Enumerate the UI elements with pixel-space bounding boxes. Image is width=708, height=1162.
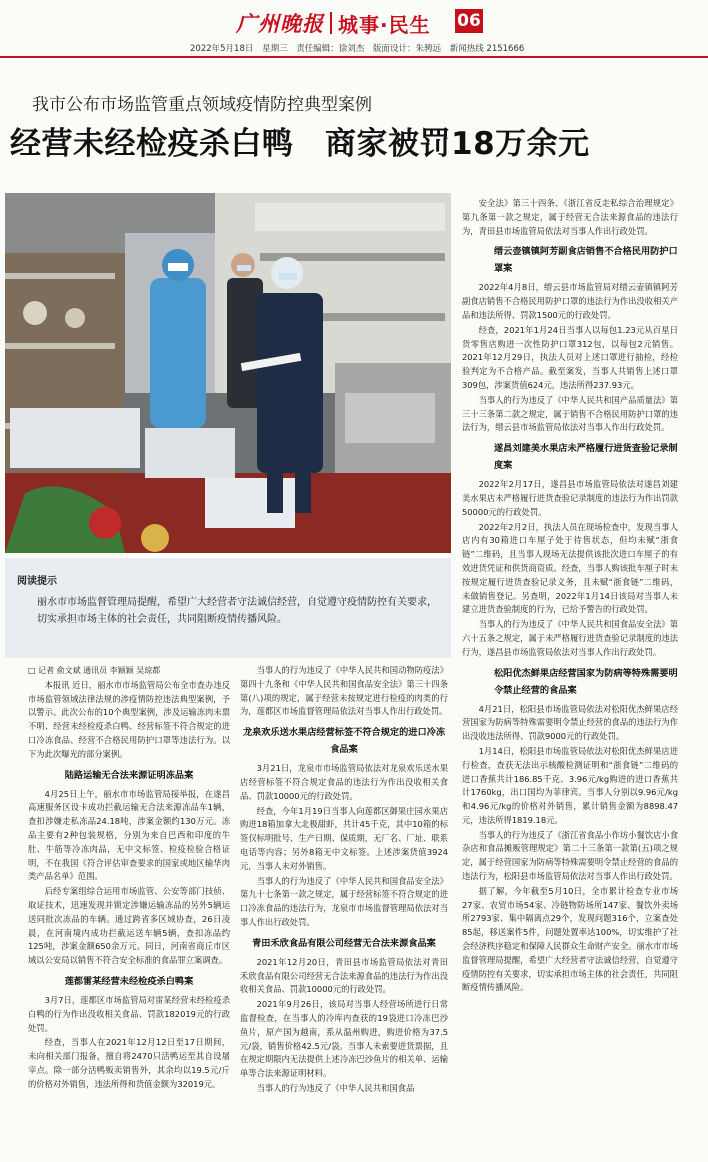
article-paragraph: 3月21日，龙泉市市场监管局依法对龙泉欢乐送水果店经营标签不符合规定食品的违法行为作出没收相关食品、罚款10000元的行政处罚。 xyxy=(240,763,448,801)
article-paragraph: 本报讯 近日，丽水市市场监管局公布全市查办违反市场监管领域法律法规的涉疫情防控违法典型案例，予以警示。此次公布的10个典型案例，涉及运输冻肉未票不明、经营未经检疫杀白鸭、经营标签不符合规定的进口冷冻食品、经营不合格民用防护口罩等违法行为。以下为此次曝光的部分案例。 xyxy=(28,679,230,759)
article-headline: 经营未经检疫杀白鸭 商家被罚18万余元 xyxy=(10,126,590,162)
article-paragraph: 当事人的行为违反了《中华人民共和国食品安全法》第六十五条之规定，属于未严格履行进货查验记录制度的违法行为，遂昌县市场监管局依法对当事人作出行政处罚。 xyxy=(462,619,678,657)
designer-credit: 版面设计：朱骋远 xyxy=(373,44,442,54)
article-paragraph: 经查，2021年1月24日当事人以每包1.23元从百星日货零售店购进一次性防护口罩312包，以每包2元销售。2021年12月29日，执法人员对上述口罩进行抽检，经检验判定为不合格产品。截至案发，当事人共销售上述口罩309包，涉案货值624元，违法所得237.93元。 xyxy=(462,324,678,390)
masthead-divider xyxy=(330,12,332,34)
page-number-badge: 06 xyxy=(455,9,483,33)
article-paragraph: 当事人的行为违反了《中华人民共和国食品 xyxy=(256,1082,415,1093)
column-3-body xyxy=(462,197,678,995)
article-paragraph: 后经专案组综合运用市场监管、公安等部门技侦、取证技术，迅速发现并锁定涉嫌运输冻品的另外5辆运送同批次冻品的车辆。通过跨省多区域协查，26日凌晨，在河南境内成功拦截运送车辆5辆，查扣冻品约125吨，涉案金额650余万元。同日，河南省商丘市区域以公安局以销售不符合安全标准的食品罪立案调查。 xyxy=(28,886,230,966)
article-byline: □ 记者 俞文斌 通讯员 李颖颖 吴琼都 xyxy=(28,666,161,675)
case-subheading: 松阳优杰鲜果店经营国家为防病等特殊需要明令禁止经营的食品案 xyxy=(494,667,678,696)
article-paragraph: 2021年12月20日，青田县市场监管局依法对青田禾欣食品有限公司经营无合法来源食品的违法行为作出没收相关食品、罚款10000元的行政处罚。 xyxy=(240,956,448,995)
inspection-photo xyxy=(5,193,451,553)
section-title: 城事·民生 xyxy=(338,13,431,37)
newspaper-brand-logo: 广州晚报 xyxy=(236,11,324,36)
article-paragraph: 当事人的行为违反了《中华人民共和国食品安全法》第九十七条第一款之规定，属于经营标签不符合规定的进口冷冻食品的违法行为，龙泉市市场监督管理局依法对当事人作出行政处罚。 xyxy=(240,875,448,927)
column-2-body xyxy=(240,664,448,1096)
case-subheading: 莲都雷某经营未经检疫杀白鸭案 xyxy=(64,975,194,987)
article-paragraph: 2021年9月26日，该局对当事人经营场所进行日常监督检查，在当事人的冷库内查获的19袋进口冷冻巴沙鱼片，原产国为越南，系从温州购进，购进价格为37.5元/袋，销售价格42.5元/袋。当事人未索要进货票据，且在规定期限内无法提供上述冷冻巴沙鱼片的相关单、运输单等合法来源证明材料。 xyxy=(240,999,448,1079)
article-paragraph: 2022年4月8日，缙云县市场监管局对缙云壶镇镇阿芳副食店销售不合格民用防护口罩的违法行为作出没收相关产品和违法所得、罚款1500元的行政处罚。 xyxy=(462,282,678,320)
article-paragraph: 安全法》第三十四条、《浙江省反走私综合治理规定》第九条第一款之规定，属于经营无合法来源食品的违法行为，青田县市场监管局依法对当事人作出行政处罚。 xyxy=(462,198,678,236)
article-paragraph: 当事人的行为违反了《中华人民共和国动物防疫法》第四十九条和《中华人民共和国食品安全法》第三十四条第(八)项的规定，属于经营未按规定进行检疫的肉类的行为，莲都区市场监督管理局依法对当事人作出行政处罚。 xyxy=(240,665,448,717)
reading-tip-box xyxy=(5,558,451,658)
column-1-body xyxy=(28,679,230,1092)
case-subheading: 龙泉欢乐送水果店经营标签不符合规定的进口冷冻食品案 xyxy=(242,727,446,756)
case-subheading: 缙云壶镇镇阿芳副食店销售不合格民用防护口罩案 xyxy=(494,246,678,275)
case-subheading: 青田禾欣食品有限公司经营无合法来源食品案 xyxy=(252,937,436,949)
article-paragraph: 据了解，今年截至5月10日，全市累计检查专业市场27家、农贸市场54家、冷链物防场所147家、餐饮外卖场所2793家、集中隔离点29个，发现问题316个，立案查处85起，移送案件5件，问题处置率达100%，切实维护了社会经济秩序稳定和保障人民群众生命财产安全。丽水市市场监督管理局提醒，希望广大经营者守法诚信经营，自觉遵守疫情防控有关要求，切实承担市场主体的社会责任，共同阻断疫情传播风险。 xyxy=(462,885,678,993)
case-subheading: 陆路运输无合法来源证明冻品案 xyxy=(64,769,194,781)
editor-credit: 责任编辑：徐刘杰 xyxy=(296,44,365,54)
article-paragraph: 2022年2月17日，遂昌县市场监管局依法对遂昌刘建美水果店未严格履行进货查验记录制度的违法行为作出罚款50000元的行政处罚。 xyxy=(462,479,678,517)
article-paragraph: 经查，今年1月19日当事人向莲都区御果庄园水果店购进18箱加拿大北极甜虾，共计45千克，其中10箱的标签仅标明批号、生产日期、保质期，无厂名、厂址、联系电话等内容；另外8箱无中文标签。上述涉案货值3924元，当事人未对外销售。 xyxy=(240,805,448,871)
article-paragraph: 2022年2月2日，执法人员在现场检查中，发现当事人店内有30箱进口车厘子处于待售状态，但均未赋“浙食链”二维码，且当事人现场无法提供该批次进口车厘子的有效进货凭证和供货商资质。经查，当事人购该批车厘子时未按规定履行进货查验记录义务，且未赋“浙食链”二维码，未做销售登记。另查明，2022年1月14日该局对当事人未建立进货查验制度的行为，已给予警告的行政处罚。 xyxy=(462,521,678,615)
masthead-info-line xyxy=(190,42,530,54)
article-column-1 xyxy=(28,664,230,1093)
reading-tip-text: 丽水市市场监督管理局提醒，希望广大经营者守法诚信经营，自觉遵守疫情防控有关要求，切实承担市场主体的社会责任，共同阻断疫情传播风险。 xyxy=(37,597,437,625)
issue-weekday: 星期三 xyxy=(262,44,288,54)
article-paragraph: 1月14日，松阳县市场监管局依法对松阳优杰鲜果店进行检查，查获无法出示核酸检测证明和“浙食链”二维码的进口香蕉共计186.85千克、3.96元/kg购进的进口香蕉共计1760kg，出口国均为菲律宾。当事人分别以9.96元/kg和4.96元/kg的价格对外销售，累计销售金额为8898.47元，违法所得1819.18元。 xyxy=(462,745,678,825)
kitchen-inspection-illustration xyxy=(5,193,451,553)
article-kicker: 我市公布市场监管重点领域疫情防控典型案例 xyxy=(32,95,372,115)
reading-tip-title: 阅读提示 xyxy=(17,576,57,587)
article-paragraph: 经查，当事人在2021年12月12日至17日期间，未向相关部门报备，擅自将2470只活鸭运至其自设屠宰点。除一部分活鸭贩卖销售外，其余均以19.5元/斤的价格对外销售，违法所得和货值金额为32019元。 xyxy=(28,1037,230,1089)
article-paragraph: 当事人的行为违反了《中华人民共和国产品质量法》第三十三条第二款之规定，属于销售不合格民用防护口罩的违法行为，缙云县市场监管局依法对当事人作出行政处罚。 xyxy=(462,394,678,433)
article-column-3 xyxy=(462,197,678,996)
article-paragraph: 4月25日上午，丽水市市场监管局接举报，在遂昌高速服务区设卡成功拦截运输无合法来源冻品车1辆，查扣涉嫌走私冻品24.18吨，涉案金额约130万元。冻品主要有2种包装规格，分别为来自巴西和印度的牛肚、牛筋等冷冻肉品，无中文标签、检疫检验合格证明，不在我国《符合评估审查要求的国家或地区输华肉类产品名单》范围。 xyxy=(28,788,230,882)
article-paragraph: 4月21日，松阳县市场监管局依法对松阳优杰鲜果店经营国家为防病等特殊需要明令禁止经营的食品的违法行为作出没收违法所得、罚款9000元的行政处罚。 xyxy=(462,703,678,742)
article-paragraph: 3月7日，莲都区市场监管局对雷某经营未经检疫杀白鸭的行为作出没收相关食品、罚款182019元的行政处罚。 xyxy=(28,994,230,1033)
masthead xyxy=(0,0,708,58)
issue-date: 2022年5月18日 xyxy=(190,44,254,54)
news-hotline: 新闻热线 2151666 xyxy=(449,44,525,54)
article-column-2 xyxy=(240,664,448,1097)
masthead-rule xyxy=(0,56,708,58)
article-paragraph: 当事人的行为违反了《浙江省食品小作坊小餐饮店小食杂店和食品摊贩管理规定》第二十三条第一款第(五)项之规定，属于经营国家为防病等特殊需要明令禁止经营的食品的违法行为，松阳县市场监管局依法对当事人作出行政处罚。 xyxy=(462,829,678,882)
case-subheading: 遂昌刘建美水果店未严格履行进货查验记录制度案 xyxy=(494,443,678,472)
